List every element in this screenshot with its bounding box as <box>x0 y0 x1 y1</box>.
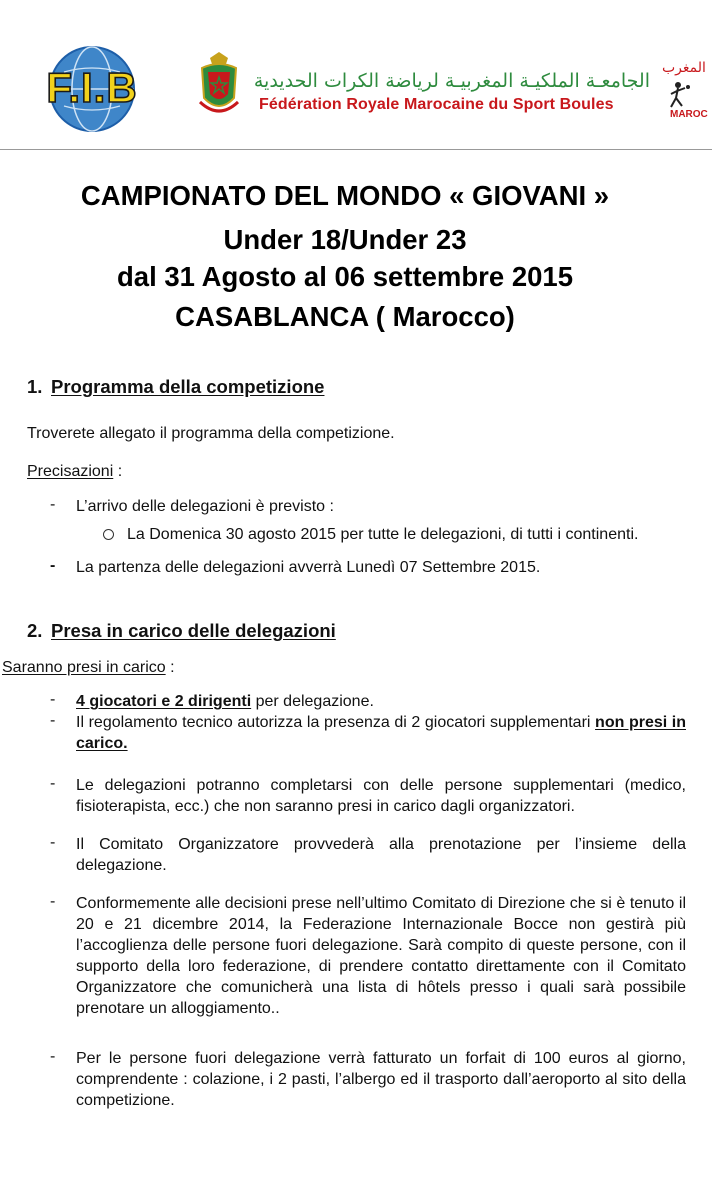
presi-in-carico-suffix: : <box>165 659 175 676</box>
royal-crest-icon <box>196 50 242 120</box>
federation-arabic-name: الجامعـة الملكيـة المغربيـة لرياضة الكرات الحديدية <box>253 70 650 92</box>
s2-players-rest: per delegazione. <box>251 693 374 710</box>
presi-in-carico <box>2 657 175 678</box>
s1-arrival-date: La Domenica 30 agosto 2015 per tutte le delegazioni, di tutti i continenti. <box>127 526 639 543</box>
title-line-2: Under 18/Under 23 <box>223 224 467 255</box>
s2-policy-item: Conformemente alle decisioni prese nell’ultimo Comitato di Direzione che si è tenuto il 20 e 21 dicembre 2014, la Federazione Internazionale Bocce non gestirà più l’accoglienza delle persone fuori delegazione. Sarà compito di queste persone, con il supporto della loro federazione, di prendere contatto direttamente con il Comitato Organizzatore che comunicherà una lista di hôtels presso i quali sarà possibile prenotare un alloggiamento.. <box>76 895 686 1017</box>
circle-bullet-icon <box>103 529 114 540</box>
s2-regulation-item <box>76 712 686 754</box>
s1-arrival-item: L’arrivo delle delegazioni è previsto : <box>76 498 334 515</box>
title-line-4: CASABLANCA ( Marocco) <box>175 301 515 332</box>
section-2-heading <box>27 620 427 644</box>
fib-logo <box>12 44 172 134</box>
bullet-dash: - <box>50 834 56 851</box>
s2-players-item <box>76 691 686 712</box>
bullet-dash: - <box>50 775 56 792</box>
section-1-heading <box>27 376 427 400</box>
section-2-number: 2. <box>27 620 43 641</box>
player-icon <box>666 80 696 110</box>
bullet-dash: - <box>50 1048 56 1065</box>
bullet-dash: - <box>50 712 56 729</box>
s2-extra-persons-item: Le delegazioni potranno completarsi con delle persone supplementari (medico, fisioterapista, ecc.) che non saranno presi in carico dagli organizzatori. <box>76 777 686 815</box>
bullet-dash: - <box>50 691 56 708</box>
bullet-dash: - <box>50 496 56 513</box>
s2-forfait-item: Per le persone fuori delegazione verrà fatturato un forfait di 100 euros al giorno, comprendente : colazione, i 2 pasti, l’albergo ed il trasporto dall’aeroporto al sito della competizione. <box>76 1050 686 1109</box>
s2-players-bold: 4 giocatori e 2 dirigenti <box>76 693 252 710</box>
bullet-dash: - <box>50 557 56 574</box>
precisazioni-suffix: : <box>113 463 123 480</box>
s2-regulation-text: Il regolamento tecnico autorizza la presenza di 2 giocatori supplementari <box>76 714 596 731</box>
precisazioni-label: Precisazioni <box>27 463 114 480</box>
s2-booking-item: Il Comitato Organizzatore provvederà alla prenotazione per l’insieme della delegazione. <box>76 836 686 874</box>
section-1-number: 1. <box>27 376 43 397</box>
section-1-intro: Troverete allegato il programma della competizione. <box>27 425 395 442</box>
bullet-dash: - <box>50 893 56 910</box>
s2-regulation-bold: non presi in carico. <box>76 714 687 752</box>
maroc-logo <box>660 60 712 130</box>
fib-logo-text: F.I.B <box>46 64 138 111</box>
maroc-logo-word: MAROC <box>670 109 708 120</box>
presi-in-carico-label: Saranno presi in carico <box>2 659 166 676</box>
title-line-1: CAMPIONATO DEL MONDO « GIOVANI » <box>80 180 610 211</box>
federation-french-name: Fédération Royale Marocaine du Sport Boules <box>259 96 614 113</box>
s1-departure-item: La partenza delle delegazioni avverrà Lunedì 07 Settembre 2015. <box>76 559 541 576</box>
header-divider <box>0 149 712 150</box>
title-line-3: dal 31 Agosto al 06 settembre 2015 <box>117 261 573 292</box>
maroc-logo-arabic: المغرب <box>662 60 706 76</box>
section-2-title: Presa in carico delle delegazioni <box>51 620 336 641</box>
precisazioni <box>27 461 122 482</box>
section-1-title: Programma della competizione <box>51 376 325 397</box>
